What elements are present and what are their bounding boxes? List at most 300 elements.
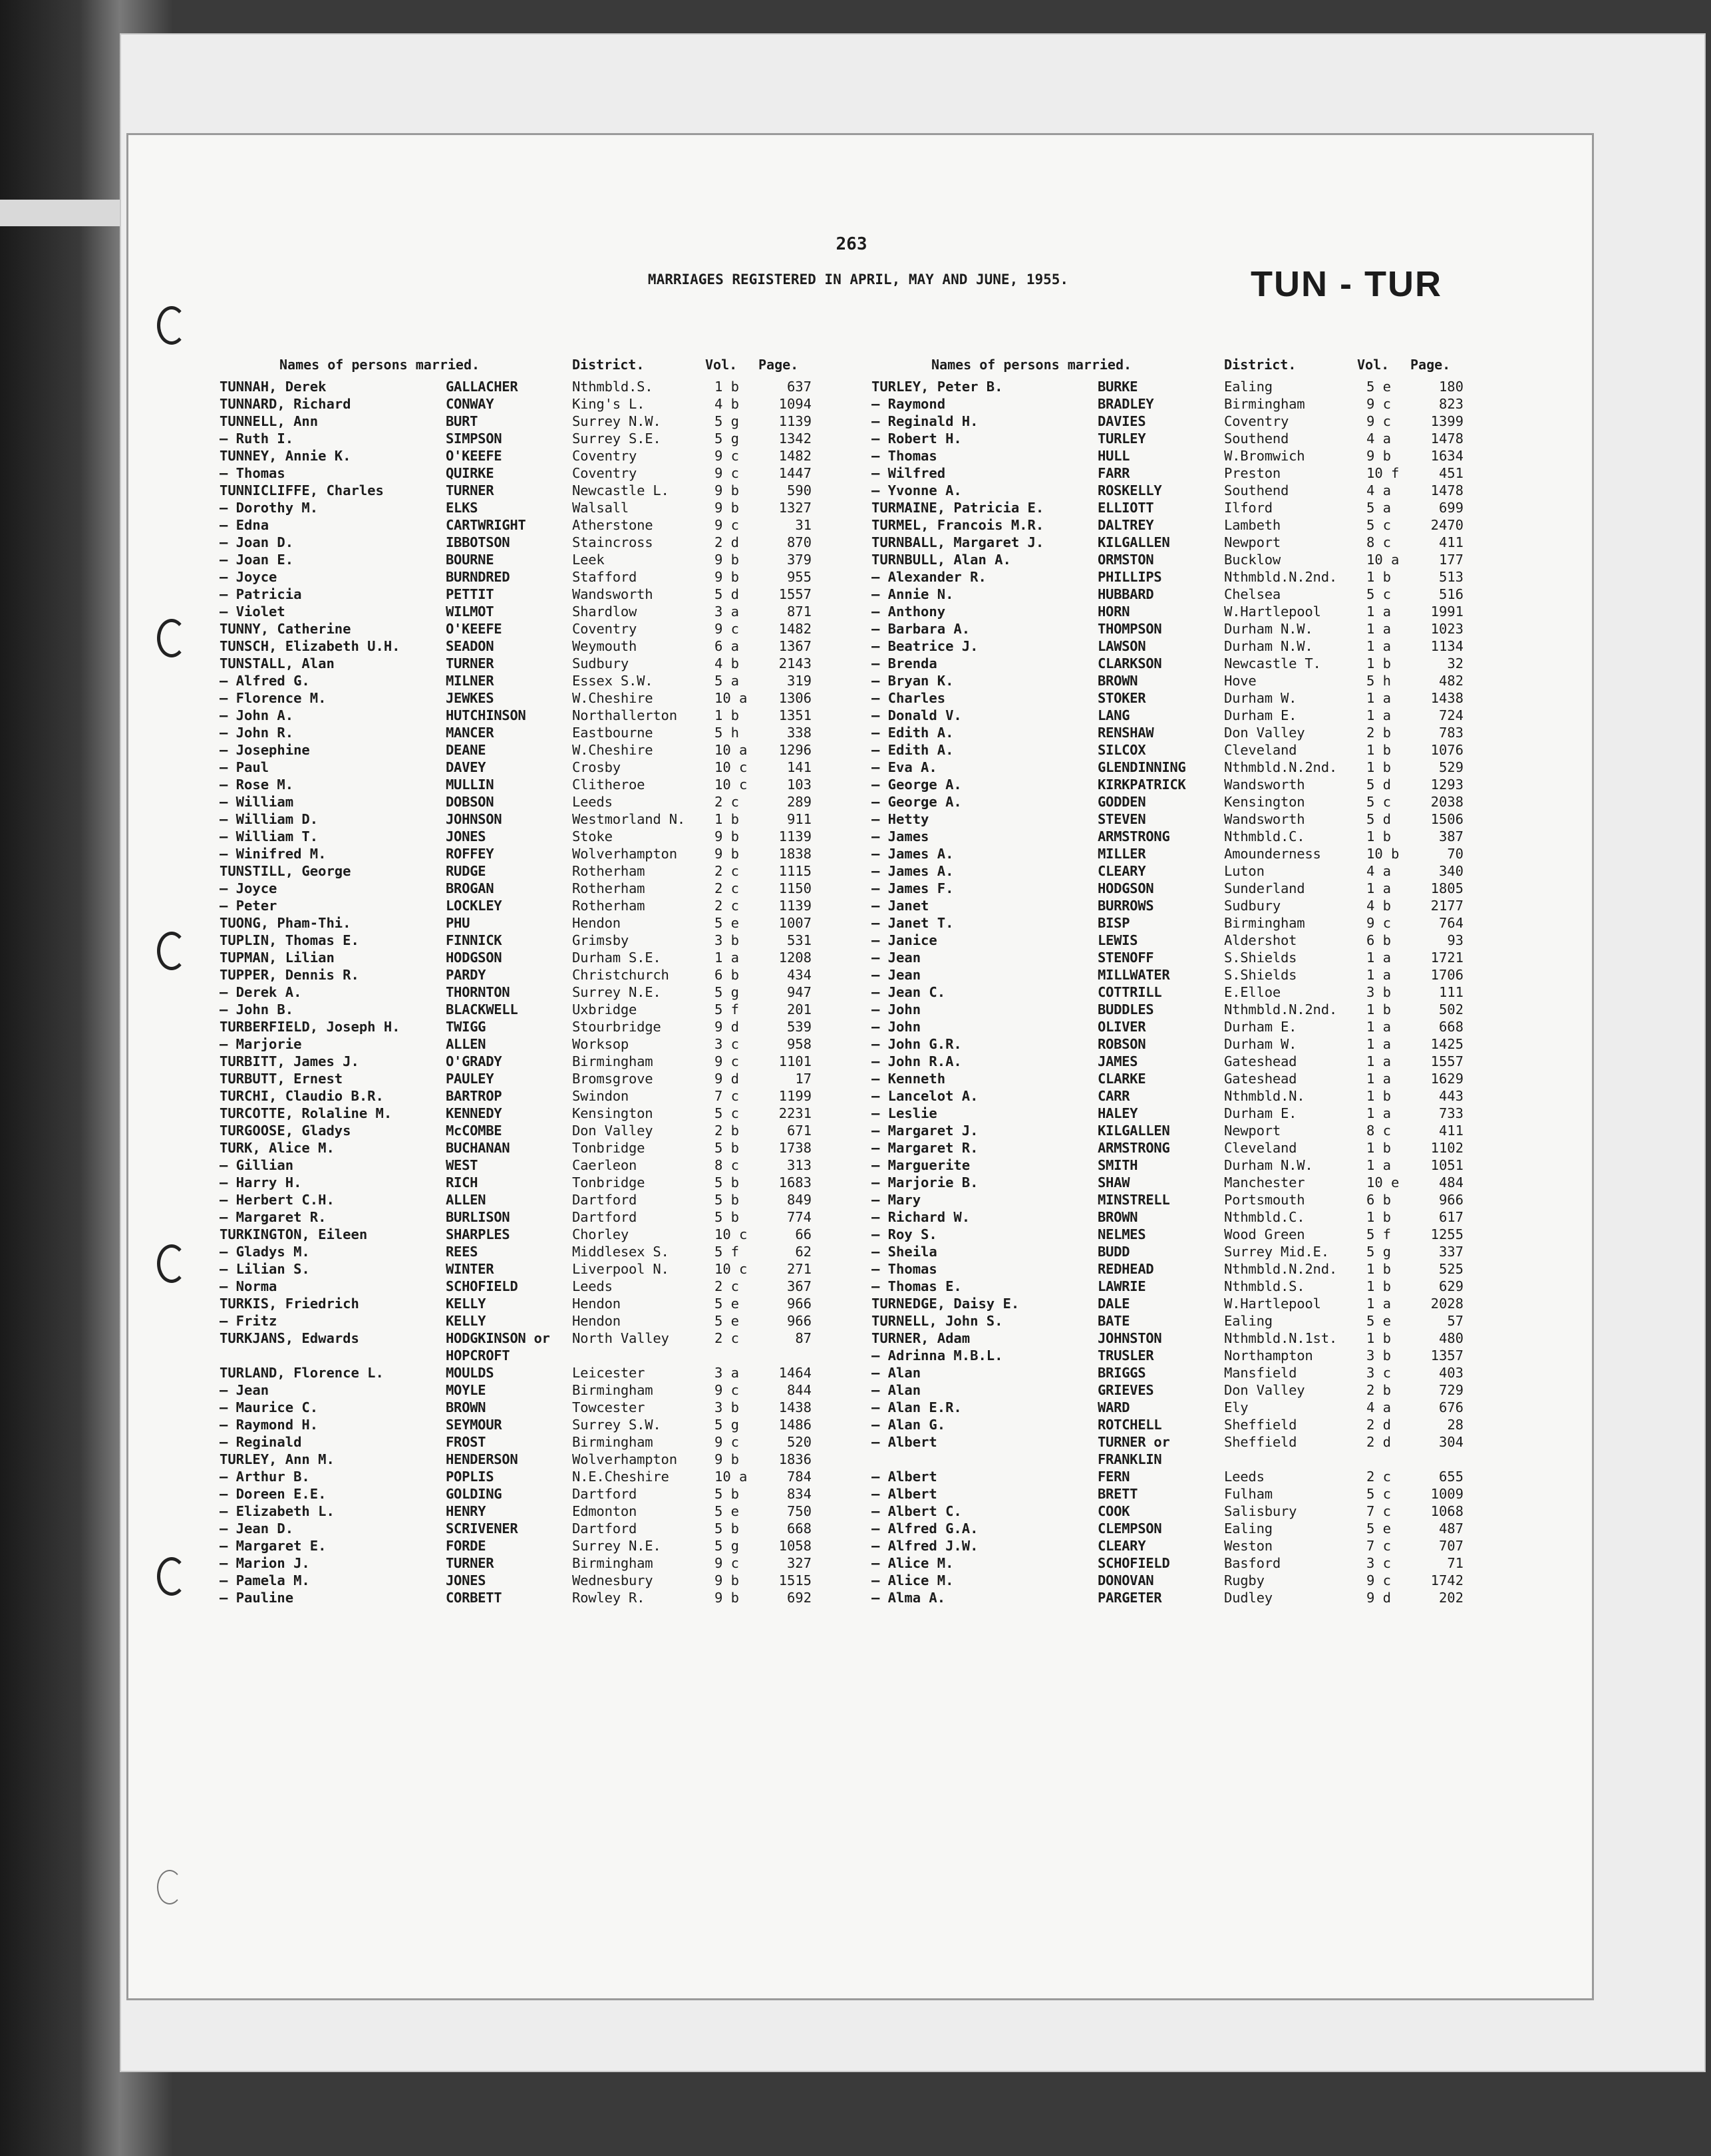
marriage-entry xyxy=(871,430,1510,447)
entry-spouse-surname: JONES xyxy=(446,1572,486,1588)
entry-page: 1068 xyxy=(1430,1503,1464,1519)
entry-page: 2177 xyxy=(1430,898,1464,914)
marriage-entry xyxy=(871,1174,1510,1191)
entry-district: Lambeth xyxy=(1224,517,1281,533)
entry-spouse-surname: WARD xyxy=(1098,1399,1130,1415)
entry-volume: 1 b xyxy=(1366,1278,1392,1294)
entry-page: 1738 xyxy=(778,1140,812,1156)
entry-volume: 1 b xyxy=(714,811,740,827)
entry-spouse-surname: WEST xyxy=(446,1157,478,1173)
entry-volume: 9 c xyxy=(1366,915,1392,931)
marriage-entry xyxy=(220,620,858,637)
marriage-entry xyxy=(220,1503,858,1520)
entry-district: N.E.Cheshire xyxy=(572,1469,669,1485)
marriage-entry xyxy=(871,1226,1510,1243)
entry-district: Hove xyxy=(1224,673,1257,689)
entry-name: — John A. xyxy=(220,707,294,723)
entry-spouse-surname: DAVIES xyxy=(1098,413,1146,429)
marriage-entry xyxy=(871,914,1510,932)
entry-district: Durham W. xyxy=(1224,690,1297,706)
entry-volume: 9 b xyxy=(714,846,740,862)
entry-volume: 5 c xyxy=(1366,1486,1392,1502)
entry-spouse-surname: MINSTRELL xyxy=(1098,1192,1170,1208)
entry-name: — Peter xyxy=(220,898,277,914)
entry-name: — Edna xyxy=(220,517,269,533)
entry-volume: 10 a xyxy=(1366,552,1400,568)
entry-volume: 10 a xyxy=(714,1469,748,1485)
entry-name: — Bryan K. xyxy=(871,673,954,689)
entry-name: — Lilian S. xyxy=(220,1261,310,1277)
entry-name: — William T. xyxy=(220,828,319,844)
entry-district: Southend xyxy=(1224,482,1289,498)
marriage-entry xyxy=(220,447,858,464)
entry-name: — Reginald H. xyxy=(871,413,979,429)
entry-page: 1557 xyxy=(778,586,812,602)
entry-page: 502 xyxy=(1438,1001,1464,1017)
entry-district: Durham S.E. xyxy=(572,950,661,966)
entry-page: 1007 xyxy=(778,915,812,931)
entry-page: 367 xyxy=(786,1278,812,1294)
entry-spouse-surname: LOCKLEY xyxy=(446,898,502,914)
entry-volume: 1 a xyxy=(1366,707,1392,723)
entry-name: — Joan D. xyxy=(220,534,294,550)
entry-spouse-surname: CLEMPSON xyxy=(1098,1521,1162,1536)
entry-name: — Doreen E.E. xyxy=(220,1486,327,1502)
entry-spouse-surname: BURROWS xyxy=(1098,898,1154,914)
entry-volume: 9 b xyxy=(714,1590,740,1606)
entry-page: 513 xyxy=(1438,569,1464,585)
entry-volume: 10 c xyxy=(714,1261,748,1277)
entry-spouse-surname: ROSKELLY xyxy=(1098,482,1162,498)
entry-page: 304 xyxy=(1438,1434,1464,1450)
entry-volume: 1 b xyxy=(1366,828,1392,844)
entry-spouse-surname: ELKS xyxy=(446,500,478,516)
marriage-entry xyxy=(871,534,1510,551)
entry-spouse-surname: SCHOFIELD xyxy=(446,1278,518,1294)
entry-page: 1076 xyxy=(1430,742,1464,758)
marriage-entry xyxy=(220,1070,858,1087)
entry-volume: 9 b xyxy=(714,500,740,516)
entry-spouse-surname: WINTER xyxy=(446,1261,494,1277)
entry-district: King's L. xyxy=(572,396,645,412)
entry-page: 966 xyxy=(1438,1192,1464,1208)
marriage-entry xyxy=(220,1520,858,1537)
entry-volume: 3 b xyxy=(1366,984,1392,1000)
entry-district: Wandsworth xyxy=(1224,811,1305,827)
entry-district: Sudbury xyxy=(1224,898,1281,914)
entry-spouse-surname: FARR xyxy=(1098,465,1130,481)
entry-spouse-surname: JONES xyxy=(446,828,486,844)
entry-page: 1009 xyxy=(1430,1486,1464,1502)
entry-volume: 4 a xyxy=(1366,431,1392,447)
entry-spouse-surname: HENRY xyxy=(446,1503,486,1519)
column-header xyxy=(220,341,858,373)
marriage-entry xyxy=(871,499,1510,516)
entry-spouse-surname: BURT xyxy=(446,413,478,429)
entry-page: 1515 xyxy=(778,1572,812,1588)
entry-spouse-surname: BURLISON xyxy=(446,1209,510,1225)
entry-name: — John xyxy=(871,1019,921,1035)
entry-volume: 8 c xyxy=(1366,1123,1392,1139)
marriage-entry xyxy=(871,1208,1510,1226)
entry-page: 1139 xyxy=(778,828,812,844)
entry-spouse-surname: RUDGE xyxy=(446,863,486,879)
marriage-entry xyxy=(871,776,1510,793)
entry-volume: 5 c xyxy=(1366,794,1392,810)
entry-page: 57 xyxy=(1447,1313,1464,1329)
entry-district: Cleveland xyxy=(1224,742,1297,758)
entry-district: Newport xyxy=(1224,534,1281,550)
entry-district: Weston xyxy=(1224,1538,1273,1554)
entry-volume: 10 c xyxy=(714,777,748,793)
entry-volume: 9 b xyxy=(714,1451,740,1467)
entry-name: — Herbert C.H. xyxy=(220,1192,335,1208)
entry-volume: 9 c xyxy=(714,1053,740,1069)
marriage-entry xyxy=(871,1381,1510,1399)
entry-district: Nthmbld.N.2nd. xyxy=(1224,1001,1337,1017)
entry-name: TURNBALL, Margaret J. xyxy=(871,534,1044,550)
entry-spouse-surname: BRETT xyxy=(1098,1486,1138,1502)
marriage-entry xyxy=(871,637,1510,655)
entry-district: Wandsworth xyxy=(572,586,653,602)
entry-volume: 9 b xyxy=(714,1572,740,1588)
entry-name: — James xyxy=(871,828,929,844)
entry-spouse-surname: LAWRIE xyxy=(1098,1278,1146,1294)
entry-district: Kensington xyxy=(572,1105,653,1121)
entry-district: Tonbridge xyxy=(572,1140,645,1156)
entry-volume: 5 e xyxy=(714,1503,740,1519)
entry-page: 590 xyxy=(786,482,812,498)
entry-page: 1327 xyxy=(778,500,812,516)
entry-name: — Ruth I. xyxy=(220,431,294,447)
entry-spouse-surname: JOHNSON xyxy=(446,811,502,827)
marriage-entry xyxy=(871,1572,1510,1589)
marriage-entry xyxy=(871,1433,1510,1451)
entry-page xyxy=(758,1347,818,1364)
marriage-entry xyxy=(220,828,858,845)
entry-page: 103 xyxy=(786,777,812,793)
marriage-entry xyxy=(871,516,1510,534)
entry-spouse-surname: BLACKWELL xyxy=(446,1001,518,1017)
entry-volume: 9 c xyxy=(1366,396,1392,412)
entry-district: Leek xyxy=(572,552,605,568)
entry-spouse-surname: GLENDINNING xyxy=(1098,759,1186,775)
entry-spouse-surname: HUTCHINSON xyxy=(446,707,526,723)
entry-page: 451 xyxy=(1438,465,1464,481)
marriage-entry xyxy=(871,1122,1510,1139)
header-district: District. xyxy=(572,357,645,373)
entry-volume: 5 g xyxy=(714,984,740,1000)
entry-district: Cleveland xyxy=(1224,1140,1297,1156)
entry-page: 313 xyxy=(786,1157,812,1173)
entry-spouse-surname: BURKE xyxy=(1098,379,1138,395)
entry-district: Ealing xyxy=(1224,1313,1273,1329)
entry-page: 1296 xyxy=(778,742,812,758)
entry-volume: 10 b xyxy=(1366,846,1400,862)
entry-spouse-surname: TURNER xyxy=(446,1555,494,1571)
marriage-entry xyxy=(871,464,1510,482)
entry-page: 529 xyxy=(1438,759,1464,775)
marriage-entry xyxy=(871,880,1510,897)
entry-name: — Josephine xyxy=(220,742,310,758)
marriage-entry xyxy=(871,1312,1510,1330)
entry-name: — Rose M. xyxy=(220,777,294,793)
marriage-entry xyxy=(871,1260,1510,1278)
marriage-entry xyxy=(220,1018,858,1035)
entry-spouse-surname: KELLY xyxy=(446,1296,486,1312)
marriage-entry xyxy=(220,586,858,603)
entry-volume: 9 d xyxy=(1366,1590,1392,1606)
entry-volume: 5 g xyxy=(714,431,740,447)
entry-name: — William D. xyxy=(220,811,319,827)
marriage-entry xyxy=(871,620,1510,637)
entry-page: 699 xyxy=(1438,500,1464,516)
entry-spouse-surname: QUIRKE xyxy=(446,465,494,481)
punch-hole xyxy=(157,1870,182,1904)
marriage-entry xyxy=(871,1364,1510,1381)
entry-spouse-surname: BARTROP xyxy=(446,1088,502,1104)
entry-volume: 5 c xyxy=(1366,517,1392,533)
marriage-entry xyxy=(220,1053,858,1070)
entry-spouse-surname: KIRKPATRICK xyxy=(1098,777,1186,793)
entry-district: Chelsea xyxy=(1224,586,1281,602)
marriage-entry xyxy=(220,1001,858,1018)
marriage-entry xyxy=(871,1070,1510,1087)
entry-page: 2470 xyxy=(1430,517,1464,533)
entry-name: — Thomas xyxy=(871,448,937,464)
entry-name: — Alan G. xyxy=(871,1417,946,1433)
marriage-entry xyxy=(220,1330,858,1347)
entry-page: 1051 xyxy=(1430,1157,1464,1173)
entry-name: — Thomas xyxy=(220,465,285,481)
entry-district: Rugby xyxy=(1224,1572,1265,1588)
entry-name: — Richard W. xyxy=(871,1209,971,1225)
entry-volume: 5 b xyxy=(714,1140,740,1156)
entry-district: Chorley xyxy=(572,1226,629,1242)
entry-district: Essex S.W. xyxy=(572,673,653,689)
entry-spouse-surname: ARMSTRONG xyxy=(1098,828,1170,844)
entry-district: Wood Green xyxy=(1224,1226,1305,1242)
marriage-entry xyxy=(871,1018,1510,1035)
marriage-entry xyxy=(220,984,858,1001)
punch-hole xyxy=(157,306,186,345)
entry-district: Portsmouth xyxy=(1224,1192,1305,1208)
entry-page: 31 xyxy=(795,517,812,533)
entry-volume: 2 d xyxy=(1366,1434,1392,1450)
entry-volume: 2 d xyxy=(1366,1417,1392,1433)
entry-volume: 9 b xyxy=(1366,448,1392,464)
header-vol: Vol. xyxy=(1357,357,1390,373)
marriage-entry xyxy=(871,1451,1510,1468)
entry-spouse-surname: ROTCHELL xyxy=(1098,1417,1162,1433)
entry-district: Durham E. xyxy=(1224,1019,1297,1035)
entry-spouse-surname: FROST xyxy=(446,1434,486,1450)
marriage-entry xyxy=(220,862,858,880)
entry-district: Liverpool N. xyxy=(572,1261,669,1277)
entry-spouse-surname: GALLACHER xyxy=(446,379,518,395)
entry-spouse-surname: FERN xyxy=(1098,1469,1130,1485)
marriage-entry xyxy=(220,568,858,586)
entry-page: 180 xyxy=(1438,379,1464,395)
entry-name: TURNER, Adam xyxy=(871,1330,971,1346)
entry-district: Nthmbld.N. xyxy=(1224,1088,1305,1104)
entry-volume: 6 b xyxy=(1366,1192,1392,1208)
entry-name: TURNEDGE, Daisy E. xyxy=(871,1296,1020,1312)
entry-volume: 3 b xyxy=(714,932,740,948)
entry-district: Preston xyxy=(1224,465,1281,481)
entry-district: Mansfield xyxy=(1224,1365,1297,1381)
entry-name: — John R.A. xyxy=(871,1053,962,1069)
marriage-entry xyxy=(220,1191,858,1208)
entry-page: 849 xyxy=(786,1192,812,1208)
entry-name: — Jean C. xyxy=(871,984,946,1000)
entry-page: 271 xyxy=(786,1261,812,1277)
entry-page: 17 xyxy=(795,1071,812,1087)
entry-district: Nthmbld.N.1st. xyxy=(1224,1330,1337,1346)
entry-volume: 8 c xyxy=(714,1157,740,1173)
entry-spouse-surname: TURNER xyxy=(446,655,494,671)
marriage-entry xyxy=(220,724,858,741)
entry-volume: 6 b xyxy=(1366,932,1392,948)
entry-spouse-surname: MILNER xyxy=(446,673,494,689)
entry-name: — Alexander R. xyxy=(871,569,987,585)
entry-volume: 10 a xyxy=(714,742,748,758)
entry-page: 668 xyxy=(786,1521,812,1536)
entry-spouse-surname: ROFFEY xyxy=(446,846,494,862)
entry-volume: 5 e xyxy=(1366,379,1392,395)
entry-spouse-surname: LAWSON xyxy=(1098,638,1146,654)
entry-district: Surrey S.E. xyxy=(572,431,661,447)
entry-district: Sudbury xyxy=(572,655,629,671)
entry-name: TURCOTTE, Rolaline M. xyxy=(220,1105,392,1121)
entry-district: Surrey Mid.E. xyxy=(1224,1244,1329,1260)
entry-name: TURCHI, Claudio B.R. xyxy=(220,1088,384,1104)
entry-name: — Thomas E. xyxy=(871,1278,962,1294)
marriage-entry xyxy=(220,949,858,966)
entry-page: 2231 xyxy=(778,1105,812,1121)
marriage-entry xyxy=(871,1053,1510,1070)
marriage-entry xyxy=(871,1468,1510,1485)
marriage-entry xyxy=(871,1278,1510,1295)
marriage-entry xyxy=(220,603,858,620)
entry-page: 484 xyxy=(1438,1174,1464,1190)
entry-district: Stafford xyxy=(572,569,637,585)
entry-page: 1101 xyxy=(778,1053,812,1069)
marriage-entry xyxy=(220,1416,858,1433)
entry-page: 443 xyxy=(1438,1088,1464,1104)
entry-spouse-surname: TURLEY xyxy=(1098,431,1146,447)
marriage-entry xyxy=(220,1157,858,1174)
entry-volume: 9 d xyxy=(714,1019,740,1035)
marriage-entry xyxy=(871,413,1510,430)
entry-volume: 2 d xyxy=(714,534,740,550)
entry-name: — Patricia xyxy=(220,586,302,602)
entry-spouse-surname: FRANKLIN xyxy=(1098,1451,1162,1467)
entry-district: Manchester xyxy=(1224,1174,1305,1190)
entry-district: Nthmbld.N.2nd. xyxy=(1224,759,1337,775)
entry-district: Staincross xyxy=(572,534,653,550)
entry-spouse-surname: COOK xyxy=(1098,1503,1130,1519)
entry-name: — Barbara A. xyxy=(871,621,971,637)
entry-page: 1102 xyxy=(1430,1140,1464,1156)
entry-district: Coventry xyxy=(1224,413,1289,429)
entry-page: 1478 xyxy=(1430,431,1464,447)
header-page: Page. xyxy=(1410,357,1451,373)
marriage-entry xyxy=(220,1122,858,1139)
marriage-entry xyxy=(220,1364,858,1381)
entry-page: 1208 xyxy=(778,950,812,966)
entry-name: — Leslie xyxy=(871,1105,937,1121)
entry-spouse-surname: DEANE xyxy=(446,742,486,758)
entry-district: Hendon xyxy=(572,915,621,931)
entry-page: 66 xyxy=(795,1226,812,1242)
entry-volume: 5 c xyxy=(1366,586,1392,602)
entry-volume: 5 d xyxy=(1366,777,1392,793)
marriage-entry xyxy=(220,880,858,897)
entry-spouse-surname: LEWIS xyxy=(1098,932,1138,948)
marriage-entry xyxy=(220,1399,858,1416)
entry-spouse-surname: PHILLIPS xyxy=(1098,569,1162,585)
entry-district: Wandsworth xyxy=(1224,777,1305,793)
entry-name: — Lancelot A. xyxy=(871,1088,979,1104)
entry-page: 834 xyxy=(786,1486,812,1502)
entry-name: — John xyxy=(871,1001,921,1017)
entry-page: 1357 xyxy=(1430,1348,1464,1363)
entry-district: Rotherham xyxy=(572,863,645,879)
entry-name xyxy=(220,1347,446,1364)
entry-page: 783 xyxy=(1438,725,1464,741)
marriage-entry xyxy=(220,430,858,447)
entry-name: — Jean D. xyxy=(220,1521,294,1536)
entry-volume xyxy=(1357,1451,1410,1468)
entry-spouse-surname: BUDDLES xyxy=(1098,1001,1154,1017)
entry-district: Eastbourne xyxy=(572,725,653,741)
entry-name: — Alfred G.A. xyxy=(871,1521,979,1536)
entry-district: Aldershot xyxy=(1224,932,1297,948)
entry-name: — Donald V. xyxy=(871,707,962,723)
entry-page: 1838 xyxy=(778,846,812,862)
entry-district: Durham N.W. xyxy=(1224,1157,1313,1173)
entry-spouse-surname: BUCHANAN xyxy=(446,1140,510,1156)
entry-page: 1629 xyxy=(1430,1071,1464,1087)
entry-page: 671 xyxy=(786,1123,812,1139)
entry-district: Sheffield xyxy=(1224,1434,1297,1450)
entry-volume: 5 b xyxy=(714,1521,740,1536)
marriage-entry xyxy=(220,464,858,482)
film-strip xyxy=(0,200,120,226)
entry-spouse-surname: PAULEY xyxy=(446,1071,494,1087)
marriage-entry xyxy=(871,897,1510,914)
marriage-entry xyxy=(220,966,858,984)
entry-name: — Alfred J.W. xyxy=(871,1538,979,1554)
entry-page: 1706 xyxy=(1430,967,1464,983)
entry-volume: 9 b xyxy=(714,828,740,844)
entry-name: — Albert xyxy=(871,1486,937,1502)
entry-district: Ealing xyxy=(1224,1521,1273,1536)
entry-volume: 2 c xyxy=(714,863,740,879)
entry-spouse-surname: O'GRADY xyxy=(446,1053,502,1069)
marriage-entry xyxy=(220,914,858,932)
entry-name: — Janice xyxy=(871,932,937,948)
entry-name: — Alan E.R. xyxy=(871,1399,962,1415)
marriage-entry xyxy=(220,1105,858,1122)
entry-spouse-surname: SEYMOUR xyxy=(446,1417,502,1433)
entry-name: — Derek A. xyxy=(220,984,302,1000)
marriage-entry xyxy=(220,1278,858,1295)
marriage-entry xyxy=(220,741,858,759)
entry-page: 629 xyxy=(1438,1278,1464,1294)
entry-spouse-surname: MILLER xyxy=(1098,846,1146,862)
